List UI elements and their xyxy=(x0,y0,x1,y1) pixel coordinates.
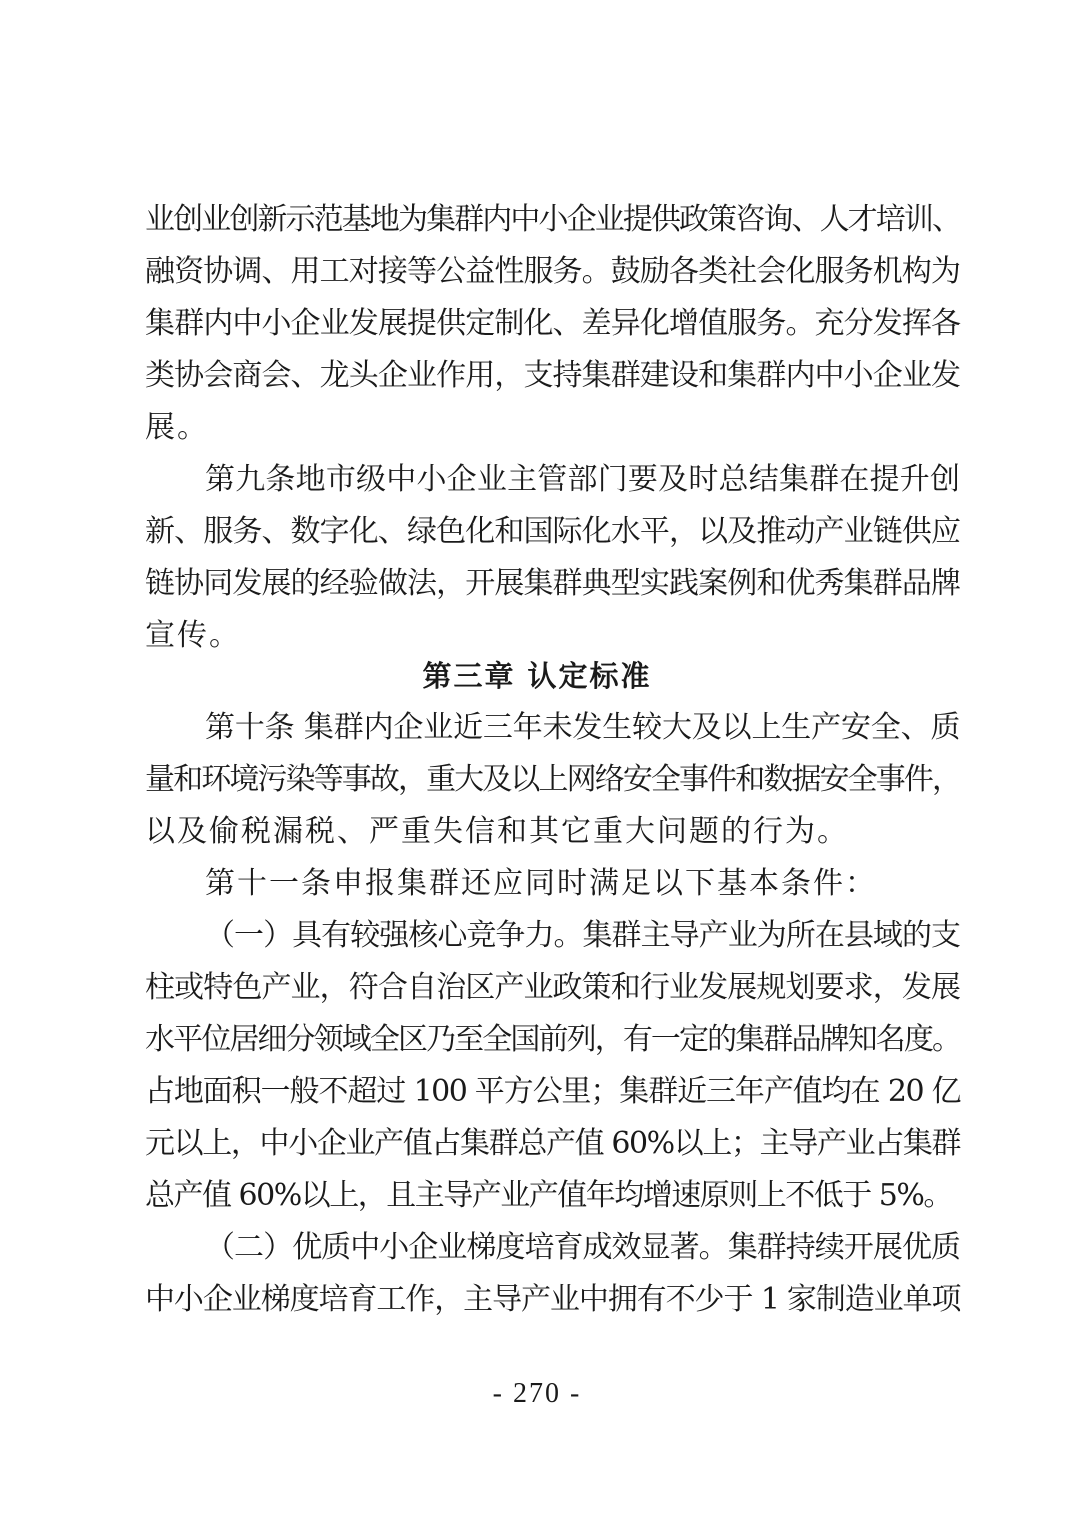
article-11-line: 第十一条申报集群还应同时满足以下基本条件： xyxy=(205,866,877,901)
text-line: 集群内中小企业发展提供定制化、差异化增值服务。充分发挥各 xyxy=(145,306,960,341)
text-line: 柱或特色产业，符合自治区产业政策和行业发展规划要求，发展 xyxy=(145,970,960,1005)
text-line: 总产值 60%以上，且主导产业产值年均增速原则上不低于 5%。 xyxy=(145,1178,952,1213)
article-10-first-line: 第十条 集群内企业近三年未发生较大及以上生产安全、质 xyxy=(205,710,960,745)
text-line: 以及偷税漏税、严重失信和其它重大问题的行为。 xyxy=(145,814,849,849)
text-line: 融资协调、用工对接等公益性服务。鼓励各类社会化服务机构为 xyxy=(145,254,960,289)
text-line: 宣传。 xyxy=(145,618,241,653)
text-line: 水平位居细分领域全区乃至全国前列，有一定的集群品牌知名度。 xyxy=(145,1022,960,1057)
text-line: 业创业创新示范基地为集群内中小企业提供政策咨询、人才培训、 xyxy=(145,202,960,237)
item-1-first-line: （一）具有较强核心竞争力。集群主导产业为所在县域的支 xyxy=(205,918,960,953)
text-line: 展。 xyxy=(145,410,209,445)
chapter-heading: 第三章 认定标准 xyxy=(422,659,652,693)
item-2-first-line: （二）优质中小企业梯度培育成效显著。集群持续开展优质 xyxy=(205,1230,960,1265)
text-line: 量和环境污染等事故，重大及以上网络安全事件和数据安全事件， xyxy=(145,762,960,797)
text-line: 类协会商会、龙头企业作用，支持集群建设和集群内中小企业发 xyxy=(145,358,960,393)
text-line: 中小企业梯度培育工作，主导产业中拥有不少于 1 家制造业单项 xyxy=(145,1282,960,1317)
page-number: - 270 - xyxy=(492,1378,582,1409)
text-line: 占地面积一般不超过 100 平方公里；集群近三年产值均在 20 亿 xyxy=(145,1074,960,1109)
article-9-first-line: 第九条地市级中小企业主管部门要及时总结集群在提升创 xyxy=(205,462,960,497)
text-line: 链协同发展的经验做法，开展集群典型实践案例和优秀集群品牌 xyxy=(145,566,960,601)
text-line: 元以上，中小企业产值占集群总产值 60%以上；主导产业占集群 xyxy=(145,1126,960,1161)
text-line: 新、服务、数字化、绿色化和国际化水平，以及推动产业链供应 xyxy=(145,514,960,549)
